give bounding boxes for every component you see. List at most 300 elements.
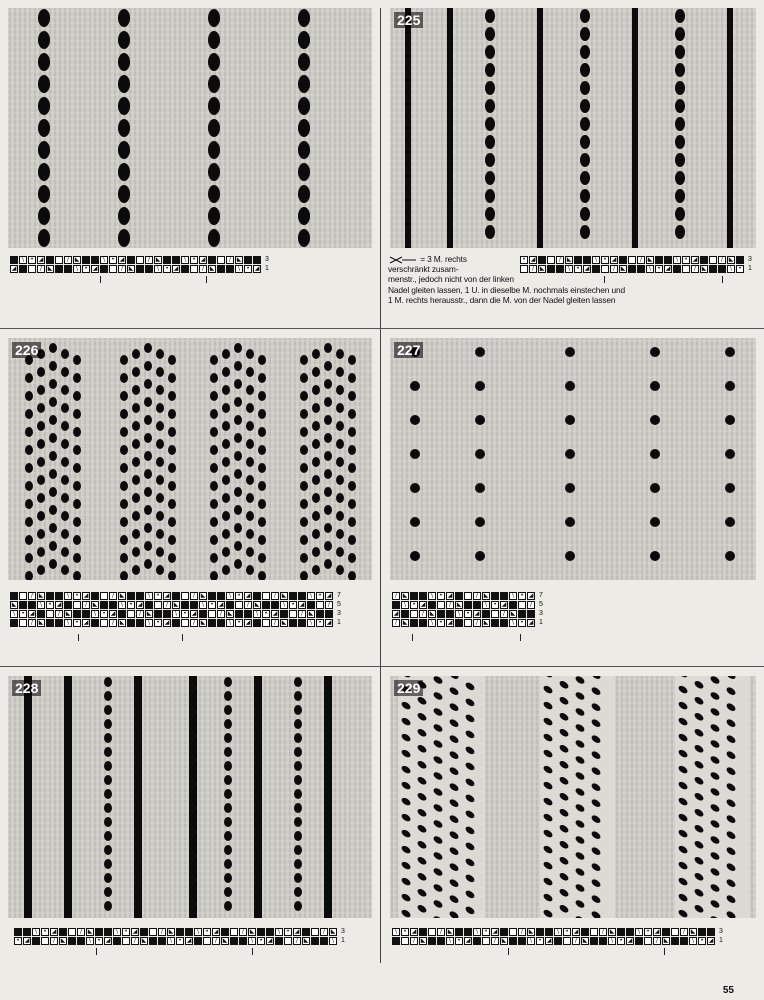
pattern-number: 228 <box>12 680 41 696</box>
chart-cell: / <box>217 610 225 618</box>
chart-cell: ◢ <box>627 937 633 944</box>
chart-cell: • <box>262 610 270 618</box>
chart-cell: ◢ <box>465 937 471 944</box>
chart-cell <box>127 592 135 600</box>
chart-row <box>392 619 543 627</box>
row-divider <box>0 328 764 329</box>
chart-cell <box>217 592 225 600</box>
chart-cell <box>235 601 243 609</box>
chart-cell: ◣ <box>539 265 545 272</box>
chart-cell: \ <box>19 256 27 264</box>
cross-stitch-symbol-icon <box>388 256 418 264</box>
chart-cell: ◣ <box>330 928 336 935</box>
chart-cell: • <box>235 619 243 627</box>
chart-cell: ◢ <box>29 610 35 617</box>
chart-cell <box>100 601 108 609</box>
chart-cell: ◣ <box>528 928 534 935</box>
chart-cell <box>28 601 36 609</box>
chart-cell <box>262 619 270 627</box>
chart-cell: ◣ <box>620 265 626 272</box>
chart-cell: ◢ <box>528 592 534 599</box>
chart-cell: ◢ <box>24 937 30 944</box>
chart-cell <box>104 928 112 936</box>
chart-cell: \ <box>181 256 189 264</box>
chart-cell <box>100 592 108 600</box>
chart-row-number: 1 <box>337 619 341 626</box>
chart-cell <box>55 265 63 273</box>
chart-cell: • <box>491 601 499 609</box>
chart-cell: ◣ <box>222 937 228 944</box>
chart-cell <box>226 265 234 273</box>
chart-cell: ◣ <box>582 937 588 944</box>
chart-cell: ◢ <box>164 592 170 599</box>
chart-cell <box>698 928 706 936</box>
chart-cell: • <box>644 928 652 936</box>
legend-line: 1 M. rechts herausstr., dann die M. von der Nadel gleiten lassen <box>388 294 616 305</box>
chart-cell: • <box>284 928 292 936</box>
chart-row-number: 3 <box>337 610 341 617</box>
chart-cell <box>581 928 589 936</box>
chart-cell <box>91 619 99 627</box>
chart-cell: • <box>289 601 297 609</box>
swatch-texture <box>390 676 756 918</box>
chart-cell <box>401 937 409 945</box>
chart-cell <box>181 592 189 600</box>
chart-cell: • <box>401 928 409 936</box>
chart-cell: / <box>226 256 234 264</box>
chart-cell: • <box>574 265 582 273</box>
chart-cell: / <box>118 265 126 273</box>
chart-cell: • <box>190 256 198 264</box>
chart-row-number: 7 <box>337 592 341 599</box>
chart-cell <box>253 592 261 600</box>
chart-cell: ◢ <box>119 256 125 263</box>
chart-cell: \ <box>307 592 315 600</box>
stitch-chart <box>10 592 341 627</box>
chart-cell: • <box>19 610 27 618</box>
chart-cell: / <box>37 265 45 273</box>
chart-cell: \ <box>727 265 735 273</box>
chart-cell <box>46 256 54 264</box>
chart-cell <box>109 265 117 273</box>
chart-cell <box>149 937 157 945</box>
chart-cell <box>19 265 27 273</box>
chart-cell <box>181 619 189 627</box>
chart-cell: ◢ <box>11 265 17 272</box>
chart-cell <box>671 937 679 945</box>
chart-cell <box>217 619 225 627</box>
chart-cell <box>163 610 171 618</box>
chart-cell: / <box>500 610 508 618</box>
chart-cell: • <box>437 592 445 600</box>
chart-cell: \ <box>554 928 562 936</box>
chart-cell: • <box>736 265 744 273</box>
chart-cell: ◣ <box>281 592 287 599</box>
page-number: 55 <box>722 985 734 996</box>
chart-cell <box>320 937 328 945</box>
chart-cell <box>100 619 108 627</box>
chart-cell: / <box>55 610 63 618</box>
chart-cell: \ <box>446 937 454 945</box>
chart-cell: ◣ <box>200 592 206 599</box>
chart-cell: / <box>325 601 333 609</box>
chart-cell: ◢ <box>584 265 590 272</box>
chart-cell <box>23 928 31 936</box>
chart-cell: / <box>163 601 171 609</box>
chart-cell: • <box>73 619 81 627</box>
chart-row-number: 7 <box>539 592 543 599</box>
chart-cell <box>127 256 135 264</box>
chart-cell: ◣ <box>119 592 125 599</box>
chart-cell: ◢ <box>38 256 44 263</box>
chart-row-number: 3 <box>539 610 543 617</box>
chart-cell: / <box>473 592 481 600</box>
chart-cell: ◣ <box>303 937 309 944</box>
chart-cell: / <box>298 610 306 618</box>
chart-cell: \ <box>64 592 72 600</box>
chart-cell: ◣ <box>168 928 174 935</box>
chart-cell: • <box>518 592 526 600</box>
chart-cell <box>509 937 517 945</box>
chart-cell: • <box>181 610 189 618</box>
chart-cell <box>19 619 27 627</box>
repeat-marker <box>206 276 207 283</box>
repeat-marker <box>182 634 183 641</box>
chart-cell <box>185 928 193 936</box>
pattern-swatch-image <box>390 8 756 248</box>
chart-cell: ◢ <box>654 928 660 935</box>
chart-cell: ◢ <box>299 601 305 608</box>
chart-cell <box>563 937 571 945</box>
chart-row-number: 1 <box>539 619 543 626</box>
chart-cell: • <box>122 928 130 936</box>
chart-cell <box>302 928 310 936</box>
chart-cell <box>316 601 324 609</box>
chart-cell <box>28 265 36 273</box>
chart-cell <box>59 928 67 936</box>
legend-line: verschränkt zusam- <box>388 264 459 275</box>
chart-cell <box>316 610 324 618</box>
legend-line: = 3 M. rechts <box>420 254 467 264</box>
chart-cell: ◢ <box>393 610 399 617</box>
chart-cell: / <box>437 928 445 936</box>
chart-cell <box>122 937 130 945</box>
chart-cell <box>190 601 198 609</box>
chart-cell <box>275 937 283 945</box>
chart-cell <box>410 592 418 600</box>
chart-cell <box>680 937 688 945</box>
chart-cell <box>392 601 400 609</box>
chart-cell <box>41 937 49 945</box>
chart-cell: / <box>529 265 537 273</box>
chart-cell: ◢ <box>326 619 332 626</box>
chart-cell <box>545 928 553 936</box>
chart-cell <box>284 937 292 945</box>
chart-cell: ◢ <box>447 619 453 626</box>
chart-cell: \ <box>428 619 436 627</box>
chart-cell: ◢ <box>137 601 143 608</box>
chart-cell <box>235 610 243 618</box>
chart-cell: / <box>64 256 72 264</box>
chart-cell: ◣ <box>87 928 93 935</box>
chart-cell: • <box>73 592 81 600</box>
chart-row-number: 1 <box>748 265 752 272</box>
repeat-marker <box>520 634 521 641</box>
swatch-texture <box>390 8 756 248</box>
chart-cell <box>289 610 297 618</box>
repeat-marker <box>412 634 413 641</box>
chart-cell <box>230 937 238 945</box>
chart-cell <box>392 937 400 945</box>
chart-cell: ◢ <box>218 601 224 608</box>
chart-cell: \ <box>280 601 288 609</box>
chart-cell <box>73 610 81 618</box>
chart-cell: ◢ <box>200 256 206 263</box>
chart-cell: • <box>41 928 49 936</box>
chart-cell <box>437 937 445 945</box>
chart-cell <box>311 937 319 945</box>
chart-cell: / <box>199 265 207 273</box>
chart-cell <box>154 610 162 618</box>
chart-cell <box>208 256 216 264</box>
chart-cell: \ <box>145 592 153 600</box>
chart-cell: ◣ <box>609 928 615 935</box>
chart-cell <box>91 256 99 264</box>
chart-cell <box>428 928 436 936</box>
chart-cell <box>136 256 144 264</box>
chart-cell <box>518 937 526 945</box>
chart-cell: ◢ <box>132 928 138 935</box>
chart-cell: ◢ <box>447 592 453 599</box>
legend-line: menstr., jedoch nicht von der linken <box>388 274 514 285</box>
chart-cell: \ <box>113 928 121 936</box>
chart-cell <box>500 928 508 936</box>
chart-row-number: 1 <box>265 265 269 272</box>
chart-cell: / <box>572 937 580 945</box>
chart-cell <box>172 619 180 627</box>
chart-cell: ◢ <box>267 937 273 944</box>
repeat-marker <box>508 948 509 955</box>
chart-cell: / <box>599 928 607 936</box>
chart-row-number: 3 <box>719 928 723 935</box>
chart-cell: / <box>691 265 699 273</box>
chart-cell <box>410 610 418 618</box>
chart-cell: ◣ <box>60 937 66 944</box>
chart-cell: ◢ <box>326 592 332 599</box>
chart-cell: ◣ <box>254 601 260 608</box>
swatch-texture <box>390 338 756 580</box>
chart-row <box>10 592 341 600</box>
chart-cell: / <box>556 256 564 264</box>
chart-row-number: 3 <box>341 928 345 935</box>
chart-cell: / <box>392 619 400 627</box>
chart-cell: / <box>145 256 153 264</box>
chart-cell <box>91 592 99 600</box>
chart-cell: • <box>127 601 135 609</box>
chart-row-number: 1 <box>341 937 345 944</box>
chart-cell: \ <box>37 601 45 609</box>
chart-cell <box>136 265 144 273</box>
chart-cell <box>100 265 108 273</box>
chart-row-number: 3 <box>265 256 269 263</box>
chart-cell <box>154 601 162 609</box>
pattern-swatch-image <box>8 338 372 580</box>
chart-cell <box>509 928 517 936</box>
chart-cell: ◣ <box>566 256 572 263</box>
chart-cell <box>217 256 225 264</box>
chart-cell: ◢ <box>411 928 417 935</box>
chart-cell: • <box>257 937 265 945</box>
chart-cell: / <box>77 928 85 936</box>
chart-cell: ◢ <box>611 256 617 263</box>
chart-cell <box>662 928 670 936</box>
chart-row-number: 5 <box>337 601 341 608</box>
stitch-legend <box>388 254 760 305</box>
chart-cell: / <box>610 265 618 273</box>
chart-cell <box>455 619 463 627</box>
chart-cell: \ <box>199 601 207 609</box>
chart-cell: • <box>208 601 216 609</box>
chart-cell: / <box>244 601 252 609</box>
chart-cell <box>82 256 90 264</box>
chart-cell <box>46 592 54 600</box>
chart-cell: • <box>464 610 472 618</box>
chart-cell: / <box>653 937 661 945</box>
chart-cell <box>181 265 189 273</box>
chart-cell <box>203 937 211 945</box>
chart-cell <box>32 937 40 945</box>
chart-cell <box>10 256 18 264</box>
chart-cell: • <box>235 592 243 600</box>
chart-cell <box>536 928 544 936</box>
chart-cell <box>77 937 85 945</box>
chart-cell <box>437 601 445 609</box>
chart-cell: / <box>419 610 427 618</box>
chart-cell <box>73 601 81 609</box>
chart-cell: • <box>617 937 625 945</box>
chart-cell: \ <box>275 928 283 936</box>
chart-cell: \ <box>235 265 243 273</box>
chart-cell <box>221 928 229 936</box>
chart-cell: ◣ <box>308 610 314 617</box>
pattern-swatch-image <box>8 676 372 918</box>
chart-cell: ◣ <box>92 601 98 608</box>
chart-cell <box>19 601 27 609</box>
chart-cell: \ <box>307 619 315 627</box>
chart-cell: • <box>203 928 211 936</box>
chart-cell <box>172 592 180 600</box>
chart-cell: \ <box>392 928 400 936</box>
chart-cell <box>244 610 252 618</box>
chart-cell: / <box>271 592 279 600</box>
chart-cell: \ <box>194 928 202 936</box>
chart-cell <box>617 928 625 936</box>
chart-row <box>10 601 341 609</box>
chart-cell: ◣ <box>249 928 255 935</box>
chart-cell: / <box>109 619 117 627</box>
chart-cell: ◣ <box>647 256 653 263</box>
chart-cell: / <box>473 619 481 627</box>
chart-cell <box>307 601 315 609</box>
chart-cell <box>149 928 157 936</box>
chart-cell: • <box>437 619 445 627</box>
chart-cell: ◣ <box>227 610 233 617</box>
chart-cell <box>176 928 184 936</box>
chart-cell: ◣ <box>281 619 287 626</box>
pattern-number: 226 <box>12 342 41 358</box>
chart-cell <box>590 928 598 936</box>
chart-cell: \ <box>527 937 535 945</box>
chart-cell: ◣ <box>420 937 426 944</box>
chart-cell: \ <box>473 928 481 936</box>
chart-cell <box>95 928 103 936</box>
chart-cell: \ <box>565 265 573 273</box>
chart-cell: • <box>520 256 528 264</box>
chart-cell: ◣ <box>173 601 179 608</box>
chart-cell <box>626 928 634 936</box>
stitch-chart <box>10 256 269 273</box>
chart-cell <box>311 928 319 936</box>
chart-cell: \ <box>689 937 697 945</box>
chart-cell: \ <box>226 592 234 600</box>
chart-cell: \ <box>329 937 337 945</box>
chart-cell <box>419 592 427 600</box>
swatch-texture <box>8 676 372 918</box>
chart-cell: • <box>46 601 54 609</box>
chart-cell <box>590 937 598 945</box>
chart-cell: ◣ <box>155 256 161 263</box>
chart-cell: \ <box>455 610 463 618</box>
chart-cell <box>599 937 607 945</box>
chart-cell: / <box>190 592 198 600</box>
chart-cell <box>10 619 18 627</box>
chart-cell: / <box>446 601 454 609</box>
chart-row <box>392 928 723 936</box>
chart-cell <box>127 619 135 627</box>
chart-cell: ◢ <box>83 619 89 626</box>
pattern-number: 227 <box>394 342 423 358</box>
chart-cell: ◣ <box>119 619 125 626</box>
chart-cell: \ <box>91 610 99 618</box>
chart-row <box>392 610 543 618</box>
chart-cell: / <box>637 256 645 264</box>
chart-row <box>392 592 543 600</box>
chart-row <box>10 610 341 618</box>
chart-cell <box>64 601 72 609</box>
chart-cell: ◢ <box>254 265 260 272</box>
chart-cell <box>82 610 90 618</box>
chart-cell: \ <box>73 265 81 273</box>
chart-cell: ◢ <box>573 928 579 935</box>
chart-cell: \ <box>86 937 94 945</box>
chart-cell <box>145 601 153 609</box>
chart-cell: \ <box>167 937 175 945</box>
chart-cell: / <box>239 928 247 936</box>
chart-cell <box>482 937 490 945</box>
chart-cell <box>554 937 562 945</box>
chart-cell: \ <box>154 265 162 273</box>
chart-cell <box>289 619 297 627</box>
stitch-chart <box>14 928 345 945</box>
chart-cell: ◢ <box>186 937 192 944</box>
chart-cell <box>55 256 63 264</box>
chart-cell: ◣ <box>728 256 734 263</box>
chart-row <box>10 619 341 627</box>
chart-row <box>14 928 345 936</box>
chart-cell <box>262 601 270 609</box>
chart-cell: ◢ <box>51 928 57 935</box>
chart-cell: ◣ <box>128 265 134 272</box>
